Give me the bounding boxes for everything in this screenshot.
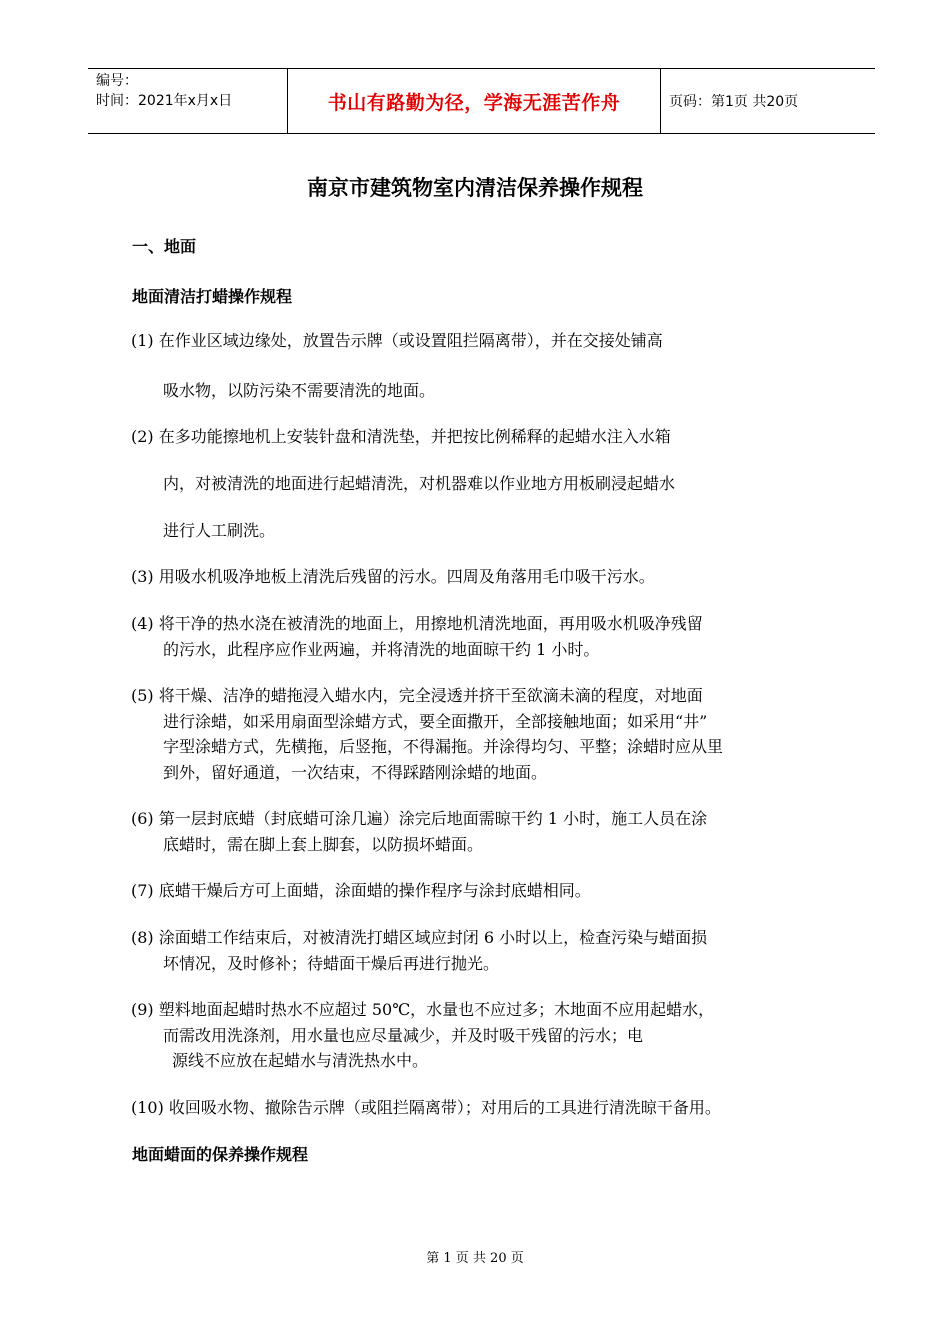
step-10-line-1: (10) 收回吸水物、撤除告示牌（或阻拦隔离带）；对用后的工具进行清洗晾干备用。 <box>131 1098 721 1117</box>
step-8-line-1: (8) 涂面蜡工作结束后，对被清洗打蜡区域应封闭 6 小时以上，检查污染与蜡面损 <box>131 928 708 947</box>
step-5-line-3: 字型涂蜡方式，先横拖，后竖拖，不得漏拖。并涂得均匀、平整；涂蜡时应从里 <box>163 737 724 756</box>
step-5-line-4: 到外，留好通道，一次结束，不得踩踏刚涂蜡的地面。 <box>163 763 548 782</box>
subsection-heading-waxing: 地面清洁打蜡操作规程 <box>132 287 293 306</box>
step-1-line-2: 吸水物，以防污染不需要清洗的地面。 <box>163 381 436 400</box>
header-number-label: 编号： <box>96 73 138 89</box>
step-2-line-3: 进行人工刷洗。 <box>163 521 276 540</box>
step-8-line-2: 坏情况，及时修补；待蜡面干燥后再进行抛光。 <box>163 954 500 973</box>
step-9-line-1: (9) 塑料地面起蜡时热水不应超过 50℃，水量也不应过多；木地面不应用起蜡水， <box>131 1000 715 1019</box>
header-meta <box>88 69 287 133</box>
step-4-line-1: (4) 将干净的热水浇在被清洗的地面上，用擦地机清洗地面，再用吸水机吸净残留 <box>131 614 703 633</box>
subsection-heading-maintenance: 地面蜡面的保养操作规程 <box>132 1145 309 1164</box>
header-page-info: 页码：第1页 共20页 <box>669 94 799 110</box>
step-3-line-1: (3) 用吸水机吸净地板上清洗后残留的污水。四周及角落用毛巾吸干污水。 <box>131 567 655 586</box>
step-6-line-1: (6) 第一层封底蜡（封底蜡可涂几遍）涂完后地面需晾干约 1 小时，施工人员在涂 <box>131 809 708 828</box>
page-footer: 第 1 页 共 20 页 <box>426 1251 524 1266</box>
header-motto: 书山有路勤为径，学海无涯苦作舟 <box>287 69 661 133</box>
step-6-line-2: 底蜡时，需在脚上套上脚套，以防损坏蜡面。 <box>163 835 484 854</box>
step-4-line-2: 的污水，此程序应作业两遍，并将清洗的地面晾干约 1 小时。 <box>163 640 600 659</box>
step-7-line-1: (7) 底蜡干燥后方可上面蜡，涂面蜡的操作程序与涂封底蜡相同。 <box>131 881 591 900</box>
step-2-line-1: (2) 在多功能擦地机上安装针盘和清洗垫，并把按比例稀释的起蜡水注入水箱 <box>131 427 671 446</box>
step-5-line-1: (5) 将干燥、洁净的蜡拖浸入蜡水内，完全浸透并挤干至欲滴未滴的程度，对地面 <box>131 686 703 705</box>
header-date: 时间：2021年x月x日 <box>96 93 233 109</box>
step-9-line-3: 源线不应放在起蜡水与清洗热水中。 <box>172 1051 429 1070</box>
step-2-line-2: 内，对被清洗的地面进行起蜡清洗，对机器难以作业地方用板刷浸起蜡水 <box>163 474 676 493</box>
document-title: 南京市建筑物室内清洁保养操作规程 <box>307 176 643 200</box>
step-1-line-1: (1) 在作业区域边缘处，放置告示牌（或设置阻拦隔离带），并在交接处铺高 <box>131 331 663 350</box>
step-9-line-2: 而需改用洗涤剂，用水量也应尽量减少，并及时吸干残留的污水；电 <box>163 1026 644 1045</box>
section-heading-floor: 一、地面 <box>132 237 197 256</box>
page-header <box>88 68 875 134</box>
step-5-line-2: 进行涂蜡，如采用扇面型涂蜡方式，要全面撒开，全部接触地面；如采用“井” <box>163 712 708 731</box>
